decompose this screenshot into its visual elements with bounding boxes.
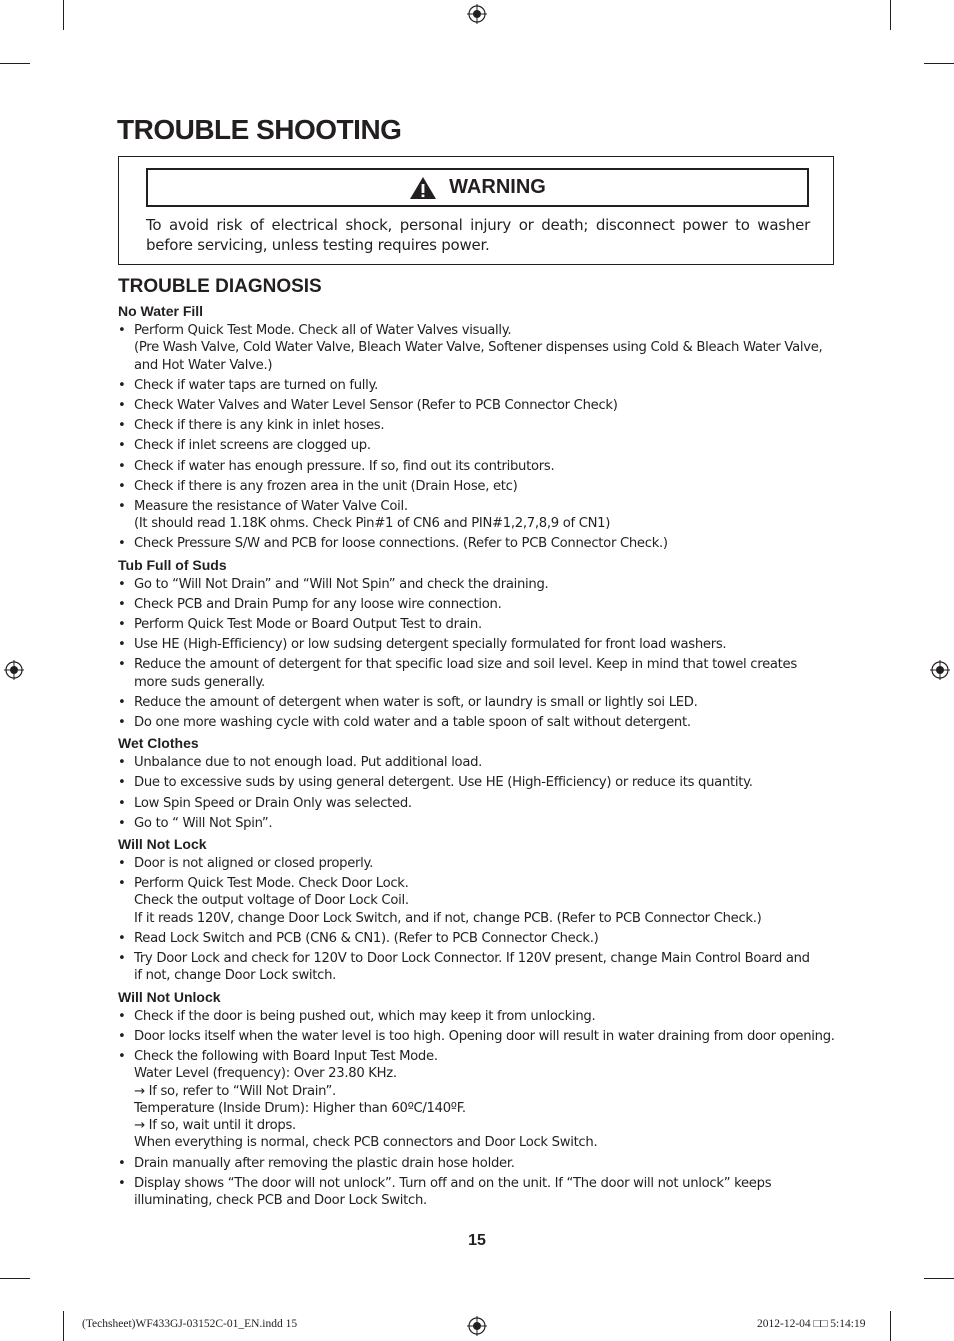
list-item (118, 636, 838, 653)
subsection-title: Wet Clothes (118, 735, 199, 752)
bullet-icon: • (118, 876, 126, 892)
list-item-text: (Pre Wash Valve, Cold Water Valve, Bleach Water Valve, Softener dispenses using Cold & Bleach Water Valve, (134, 340, 823, 356)
bullet-icon: • (118, 795, 126, 811)
warning-title: WARNING (449, 176, 546, 198)
list-item (118, 576, 838, 593)
list-item (118, 1028, 838, 1045)
crop-mark (63, 0, 64, 30)
list-item-text: Check if there is any frozen area in the unit (Drain Hose, etc) (134, 478, 518, 494)
list-item-text: If it reads 120V, change Door Lock Switch, and if not, change PCB. (Refer to PCB Connector Check.) (134, 910, 762, 926)
bullet-icon: • (118, 930, 126, 946)
list-item-text: Check Water Valves and Water Level Sensor (Refer to PCB Connector Check) (134, 397, 618, 413)
crop-mark (0, 1278, 30, 1279)
subsection-title: Will Not Unlock (118, 988, 221, 1005)
page-number: 15 (468, 1232, 486, 1249)
list-item (118, 855, 838, 872)
warning-triangle-icon (409, 176, 437, 200)
bullet-icon: • (118, 377, 126, 393)
bullet-icon: • (118, 657, 126, 673)
bullet-icon: • (118, 323, 126, 338)
bullet-icon: • (118, 855, 126, 871)
list-item-text: Do one more washing cycle with cold water and a table spoon of salt without detergent. (134, 715, 691, 730)
list-item-text: When everything is normal, check PCB connectors and Door Lock Switch. (134, 1135, 598, 1151)
list-item-text: Perform Quick Test Mode. Check all of Water Valves visually. (134, 323, 512, 338)
crop-mark (0, 63, 30, 64)
list-item-text: Unbalance due to not enough load. Put additional load. (134, 755, 483, 771)
list-item-text: Perform Quick Test Mode or Board Output Test to drain. (134, 616, 482, 632)
list-item (118, 656, 838, 691)
list-item-text: Check the output voltage of Door Lock Coil. (134, 893, 409, 909)
bullet-icon: • (118, 616, 126, 632)
list-item-text: Check if there is any kink in inlet hoses. (134, 418, 385, 434)
registration-mark-icon (467, 1316, 487, 1336)
crop-mark (924, 1278, 954, 1279)
bullet-icon: • (118, 438, 126, 454)
list-item (118, 417, 838, 434)
list-item-text: Check if water taps are turned on fully. (134, 377, 379, 393)
list-item-text: Go to “Will Not Drain” and “Will Not Spin” and check the draining. (134, 576, 549, 592)
list-item (118, 596, 838, 613)
crop-mark (63, 1311, 64, 1341)
list-item (118, 930, 838, 947)
bullet-icon: • (118, 498, 126, 514)
list-item (118, 1175, 838, 1210)
list-item (118, 437, 838, 454)
list-item-text: Check Pressure S/W and PCB for loose connections. (Refer to PCB Connector Check.) (134, 536, 668, 552)
list-item-text: Drain manually after removing the plastic drain hose holder. (134, 1155, 515, 1171)
bullet-icon: • (118, 951, 126, 967)
list-item (118, 714, 838, 731)
page-title: TROUBLE SHOOTING (117, 114, 402, 145)
warning-header (146, 168, 809, 207)
bullet-icon: • (118, 1048, 126, 1064)
list-item (118, 377, 838, 394)
bullet-icon: • (118, 1028, 126, 1044)
list-item-text: Check if water has enough pressure. If so, find out its contributors. (134, 458, 555, 474)
list-item-text: Reduce the amount of detergent when water is soft, or laundry is small or lightly soi LED. (134, 694, 698, 710)
subsection-title: Will Not Lock (118, 835, 207, 852)
list-item-text: Use HE (High-Efficiency) or low sudsing detergent specially formulated for front load washers. (134, 637, 727, 653)
bullet-icon: • (118, 418, 126, 434)
diagnosis-content (118, 302, 838, 1212)
list-item-text: Check the following with Board Input Test Mode. (134, 1048, 438, 1064)
list-item (118, 795, 838, 812)
section-heading: TROUBLE DIAGNOSIS (118, 276, 322, 297)
list-item (118, 815, 838, 832)
subsection-title: Tub Full of Suds (118, 556, 227, 573)
list-item-text: → If so, wait until it drops. (134, 1118, 296, 1134)
bullet-icon: • (118, 775, 126, 791)
list-item-text: Temperature (Inside Drum): Higher than 60ºC/140ºF. (134, 1100, 466, 1116)
list-item-text: Door is not aligned or closed properly. (134, 855, 374, 871)
list-item (118, 458, 838, 475)
list-item-text: Go to “ Will Not Spin”. (134, 815, 273, 831)
list-item-text: Due to excessive suds by using general detergent. Use HE (High-Efficiency) or reduce its quantity. (134, 775, 753, 791)
crop-mark (890, 1311, 891, 1341)
list-item (118, 1155, 838, 1172)
list-item-text: Water Level (frequency): Over 23.80 KHz. (134, 1066, 397, 1082)
list-item-text: Perform Quick Test Mode. Check Door Lock. (134, 876, 409, 892)
list-item (118, 1048, 838, 1152)
list-item-text: Try Door Lock and check for 120V to Door Lock Connector. If 120V present, change Main Control Board and (134, 951, 810, 967)
bullet-icon: • (118, 1008, 126, 1024)
list-item (118, 694, 838, 711)
crop-mark (924, 63, 954, 64)
bullet-icon: • (118, 458, 126, 474)
bullet-icon: • (118, 596, 126, 612)
footer-file-info: (Techsheet)WF433GJ-03152C-01_EN.indd 15 (82, 1318, 298, 1330)
bullet-icon: • (118, 694, 126, 710)
list-item (118, 535, 838, 552)
bullet-icon: • (118, 397, 126, 413)
registration-mark-icon (467, 4, 487, 24)
bullet-icon: • (118, 715, 126, 730)
list-item-text: Check if inlet screens are clogged up. (134, 438, 371, 454)
list-item-text: if not, change Door Lock switch. (134, 968, 337, 984)
list-item (118, 478, 838, 495)
bullet-icon: • (118, 576, 126, 592)
registration-mark-icon (930, 660, 950, 680)
warning-box (118, 156, 834, 265)
footer-timestamp: 2012-12-04 □□ 5:14:19 (757, 1318, 866, 1330)
list-item-text: Read Lock Switch and PCB (CN6 & CN1). (Refer to PCB Connector Check.) (134, 930, 599, 946)
list-item (118, 616, 838, 633)
list-item-text: Measure the resistance of Water Valve Coil. (134, 498, 408, 514)
list-item-text: and Hot Water Valve.) (134, 357, 273, 373)
bullet-icon: • (118, 1155, 126, 1171)
bullet-icon: • (118, 815, 126, 831)
list-item-text: (It should read 1.18K ohms. Check Pin#1 of CN6 and PIN#1,2,7,8,9 of CN1) (134, 516, 611, 532)
list-item-text: Display shows “The door will not unlock”. Turn off and on the unit. If “The door will not unlock” keeps (134, 1175, 772, 1191)
list-item (118, 950, 838, 985)
list-item (118, 1008, 838, 1025)
list-item (118, 498, 838, 533)
crop-mark (890, 0, 891, 30)
list-item-text: Reduce the amount of detergent for that specific load size and soil level. Keep in mind that towel creates (134, 657, 797, 673)
bullet-icon: • (118, 478, 126, 494)
list-item-text: Low Spin Speed or Drain Only was selected. (134, 795, 412, 811)
list-item-text: Door locks itself when the water level is too high. Opening door will result in water draining from door opening. (134, 1028, 835, 1044)
list-item (118, 875, 838, 927)
subsection-title: No Water Fill (118, 303, 204, 319)
bullet-icon: • (118, 536, 126, 552)
list-item-text: Check PCB and Drain Pump for any loose wire connection. (134, 596, 502, 612)
bullet-icon: • (118, 637, 126, 653)
list-item (118, 774, 838, 791)
bullet-icon: • (118, 1175, 126, 1191)
registration-mark-icon (4, 660, 24, 680)
list-item (118, 754, 838, 771)
list-item-text: more suds generally. (134, 674, 265, 690)
bullet-icon: • (118, 755, 126, 771)
list-item-text: Check if the door is being pushed out, which may keep it from unlocking. (134, 1008, 596, 1024)
list-item-text: → If so, refer to “Will Not Drain”. (134, 1083, 336, 1099)
list-item-text: illuminating, check PCB and Door Lock Switch. (134, 1193, 427, 1209)
warning-text: To avoid risk of electrical shock, personal injury or death; disconnect power to washer before servicing, unless testing requires power. (146, 216, 810, 254)
list-item (118, 397, 838, 414)
list-item (118, 322, 838, 374)
